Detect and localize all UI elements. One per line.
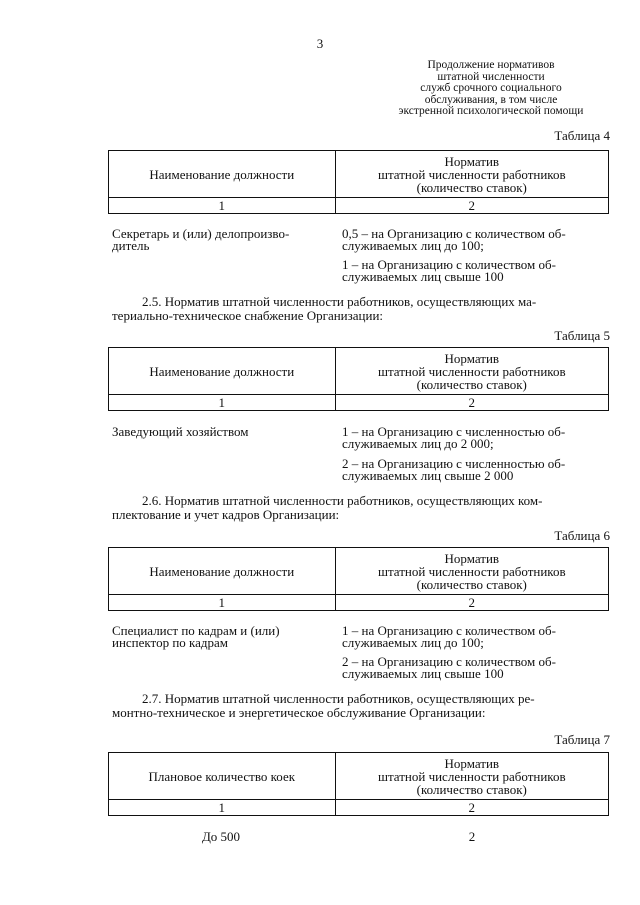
header-norm-line: (количество ставок) [416,376,527,392]
table-6-norm-1-line: 1 – на Организацию с количеством об- [342,623,556,638]
table-6-norm-2 [342,656,606,680]
paragraph-2-6 [112,494,610,522]
table-5-norm-2-line: служиваемых лиц свыше 2 000 [342,468,514,483]
table-4-position-line: дитель [112,238,150,253]
table-6-position-line: Специалист по кадрам и (или) [112,623,280,638]
header-position: Наименование должности [109,548,336,595]
header-norm-line: (количество ставок) [416,179,527,195]
header-note-line: экстренной психологической помощи [398,105,584,117]
header-norm-line: штатной численности работников [377,363,566,379]
header-note-line: обслуживания, в том числе [424,93,558,106]
table-5-norm-2 [342,458,606,482]
paragraph-line: териально-техническое снабжение Организации: [112,308,384,323]
header-norm [335,753,608,800]
table-4-norm-1 [342,228,606,252]
column-number-2: 2 [335,800,608,816]
column-number-2: 2 [335,595,608,611]
table-5-norm-1-line: служиваемых лиц до 2 000; [342,436,494,451]
table-6-position-line: инспектор по кадрам [112,635,229,650]
table-4-header [108,150,609,214]
header-position: Наименование должности [109,348,336,395]
table-4-position-line: Секретарь и (или) делопроизво- [112,226,290,241]
paragraph-2-5 [112,295,610,323]
header-norm-line: (количество ставок) [416,576,527,592]
table-7-label: Таблица 7 [554,732,610,747]
header-norm [335,151,608,198]
table-4-position [112,228,328,252]
paragraph-line: плектование и учет кадров Организации: [112,507,340,522]
table-4-norm-2-line: 1 – на Организацию с количеством об- [342,257,556,272]
header-norm-line: Норматив [444,755,500,771]
column-number-1: 1 [109,198,336,214]
table-4-norm-2 [342,259,606,283]
column-number-2: 2 [335,395,608,411]
header-norm-line: штатной численности работников [377,166,566,182]
table-4-label: Таблица 4 [554,128,610,143]
paragraph-line: 2.7. Норматив штатной численности работников, осуществляющих ре- [142,691,535,706]
header-norm-line: Норматив [444,153,500,169]
table-6-header [108,547,609,611]
header-norm-line: штатной численности работников [377,768,566,784]
table-7-beds-value: До 500 [201,829,241,844]
table-6-norm-1-line: служиваемых лиц до 100; [342,635,484,650]
table-6-label: Таблица 6 [554,528,610,543]
header-position: Наименование должности [109,151,336,198]
page-number: 3 [316,36,324,51]
table-5-position: Заведующий хозяйством [112,424,249,439]
header-norm-line: Норматив [444,550,500,566]
table-5-norm-2-line: 2 – на Организацию с численностью об- [342,456,566,471]
table-7-norm-value: 2 [468,829,476,844]
header-note-line: Продолжение нормативов [427,59,555,71]
header-norm [335,548,608,595]
header-note-line: штатной численности [437,70,545,83]
table-6-norm-2-line: служиваемых лиц свыше 100 [342,666,504,681]
table-5-label: Таблица 5 [554,328,610,343]
header-norm-line: (количество ставок) [416,781,527,797]
column-number-1: 1 [109,595,336,611]
table-6-norm-1 [342,625,606,649]
paragraph-2-7 [112,692,610,720]
table-5-norm-1 [342,426,606,450]
paragraph-line: монтно-техническое и энергетическое обслуживание Организации: [112,705,486,720]
header-beds: Плановое количество коек [109,753,336,800]
table-5-norm-1-line: 1 – на Организацию с численностью об- [342,424,566,439]
column-number-1: 1 [109,395,336,411]
table-5-header [108,347,609,411]
table-6-norm-2-line: 2 – на Организацию с количеством об- [342,654,556,669]
table-4-norm-2-line: служиваемых лиц свыше 100 [342,269,504,284]
header-norm-line: Норматив [444,350,500,366]
column-number-1: 1 [109,800,336,816]
table-4-norm-1-line: служиваемых лиц до 100; [342,238,484,253]
table-7-header [108,752,609,816]
header-norm [335,348,608,395]
paragraph-line: 2.6. Норматив штатной численности работников, осуществляющих ком- [142,493,543,508]
header-note [376,60,606,118]
table-4-norm-1-line: 0,5 – на Организацию с количеством об- [342,226,566,241]
header-note-line: служб срочного социального [420,82,562,94]
paragraph-line: 2.5. Норматив штатной численности работников, осуществляющих ма- [142,294,537,309]
table-6-position [112,625,328,649]
header-norm-line: штатной численности работников [377,563,566,579]
column-number-2: 2 [335,198,608,214]
